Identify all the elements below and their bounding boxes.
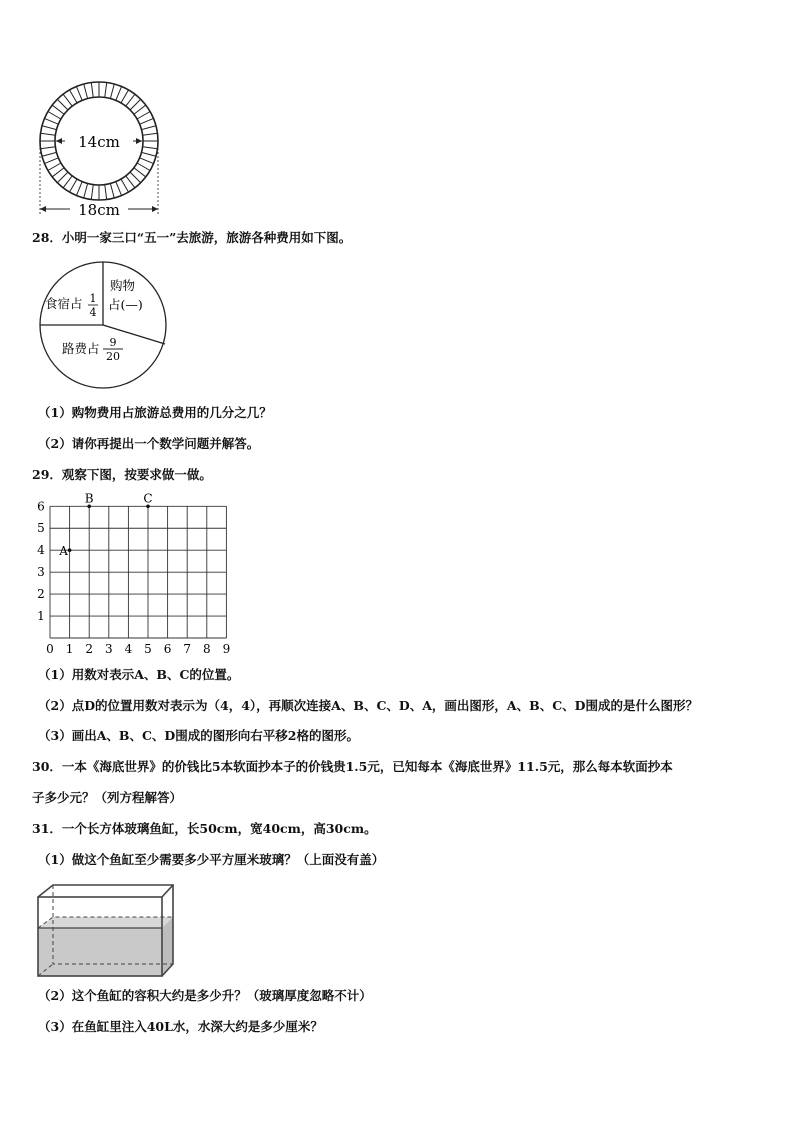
ring-spoke <box>48 163 61 171</box>
y-tick-label: 4 <box>37 543 45 558</box>
ring-spoke <box>44 158 58 164</box>
coordinate-grid <box>30 490 235 660</box>
ring-spoke <box>140 158 154 164</box>
ring-spoke <box>130 172 141 183</box>
outer-diameter-label: 18cm <box>78 201 120 218</box>
q30-line1: 30．一本《海底世界》的价钱比5本软面抄本子的价钱贵1.5元，已知每本《海底世界》11.5元，那么每本软面抄本 <box>32 759 673 774</box>
food-frac-num: 1 <box>89 292 97 305</box>
point-a <box>68 548 72 552</box>
ring-spoke <box>84 84 88 98</box>
ring-spoke <box>84 184 88 198</box>
ring-spoke <box>57 172 68 183</box>
point-label-a: A <box>59 544 68 559</box>
x-tick-label: 7 <box>183 642 192 656</box>
ring-spoke <box>42 152 56 156</box>
q28-text: 28．小明一家三口“五一”去旅游，旅游各种费用如下图。 <box>32 230 352 245</box>
ring-spoke <box>42 126 56 130</box>
q31-text: 31．一个长方体玻璃鱼缸，长50cm，宽40cm，高30cm。 <box>32 821 377 836</box>
q31-sub2: （2）这个鱼缸的容积大约是多少升？（玻璃厚度忽略不计） <box>38 988 372 1003</box>
ring-spoke <box>105 83 107 98</box>
ring-spoke <box>105 185 107 200</box>
q31-sub1: （1）做这个鱼缸至少需要多少平方厘米玻璃？（上面没有盖） <box>38 852 385 867</box>
x-tick-label: 8 <box>202 642 211 656</box>
road-frac-num: 9 <box>109 336 117 349</box>
road-label: 路费占 <box>62 341 100 356</box>
ring-spoke <box>41 147 56 149</box>
ring-spoke <box>121 179 129 192</box>
arrow-right-icon <box>152 206 158 212</box>
ring-spoke <box>121 90 129 103</box>
x-tick-label: 2 <box>85 642 94 656</box>
x-tick-label: 6 <box>163 642 172 656</box>
ring-spoke <box>126 176 135 188</box>
ring-spoke <box>134 168 146 177</box>
ring-spoke <box>57 99 68 110</box>
ring-spoke <box>142 152 156 156</box>
q31-sub3: （3）在鱼缸里注入40L水，水深大约是多少厘米？ <box>38 1019 323 1034</box>
food-label: 食宿占 <box>45 296 83 311</box>
ring-spoke <box>110 84 114 98</box>
grid-lines <box>50 506 226 638</box>
q29-sub1: （1）用数对表示A、B、C的位置。 <box>38 667 240 682</box>
ring-spoke <box>52 168 64 177</box>
fish-tank-figure <box>34 880 174 980</box>
ring-spoke <box>137 112 150 120</box>
ring-spoke <box>143 147 158 149</box>
ring-spoke <box>76 182 82 196</box>
ring-spoke <box>134 105 146 114</box>
ring-spoke <box>140 118 154 124</box>
expense-pie-chart <box>36 258 170 392</box>
ring-spoke <box>63 94 72 106</box>
ring-spoke <box>44 118 58 124</box>
q28-sub2: （2）请你再提出一个数学问题并解答。 <box>38 436 260 451</box>
y-tick-labels <box>37 499 45 623</box>
q29-sub2: （2）点D的位置用数对表示为（4，4），再顺次连接A、B、C、D、A，画出图形，A、B、C、D围成的是什么图形？ <box>38 698 698 713</box>
ring-spoke <box>70 90 78 103</box>
ring-spoke <box>142 126 156 130</box>
ring-spoke <box>143 133 158 135</box>
ring-spoke <box>91 83 93 98</box>
food-frac-den: 4 <box>89 306 97 319</box>
x-tick-label: 9 <box>222 642 231 656</box>
ring-spoke <box>91 185 93 200</box>
point-label-b: B <box>84 491 94 506</box>
grid-points <box>58 491 152 558</box>
y-tick-label: 5 <box>37 521 45 536</box>
y-tick-label: 6 <box>37 499 45 514</box>
ring-spoke <box>130 99 141 110</box>
x-tick-label: 0 <box>46 642 54 656</box>
q29-sub3: （3）画出A、B、C、D围成的图形向右平移2格的图形。 <box>38 728 359 743</box>
arrow-left-icon <box>40 206 46 212</box>
ring-spoke <box>76 86 82 100</box>
shopping-label: 购物 <box>110 278 136 293</box>
ring-spoke <box>63 176 72 188</box>
x-tick-label: 5 <box>144 642 152 656</box>
y-tick-label: 2 <box>37 587 45 602</box>
x-tick-label: 3 <box>104 642 113 656</box>
ring-spoke <box>52 105 64 114</box>
ring-spoke <box>126 94 135 106</box>
ring-spoke <box>116 182 122 196</box>
q28-sub1: （1）购物费用占旅游总费用的几分之几？ <box>38 405 272 420</box>
ring-spoke <box>48 112 61 120</box>
ring-spoke <box>110 184 114 198</box>
y-tick-label: 3 <box>37 565 45 580</box>
shopping-label-2: 占(—) <box>108 297 143 312</box>
ring-spoke <box>70 179 78 192</box>
inner-diameter-label: 14cm <box>78 133 120 151</box>
ring-spoke <box>41 133 56 135</box>
q30-line2: 子多少元？（列方程解答） <box>32 790 183 805</box>
ring-spoke <box>116 86 122 100</box>
x-tick-label: 4 <box>124 642 133 656</box>
point-label-c: C <box>143 491 153 506</box>
road-frac-den: 20 <box>106 350 120 363</box>
x-tick-label: 1 <box>65 642 74 656</box>
ring-figure <box>32 78 168 218</box>
x-tick-labels <box>46 642 230 656</box>
q29-text: 29．观察下图，按要求做一做。 <box>32 467 212 482</box>
ring-spoke <box>137 163 150 171</box>
water-fill <box>38 928 162 976</box>
y-tick-label: 1 <box>37 609 45 624</box>
